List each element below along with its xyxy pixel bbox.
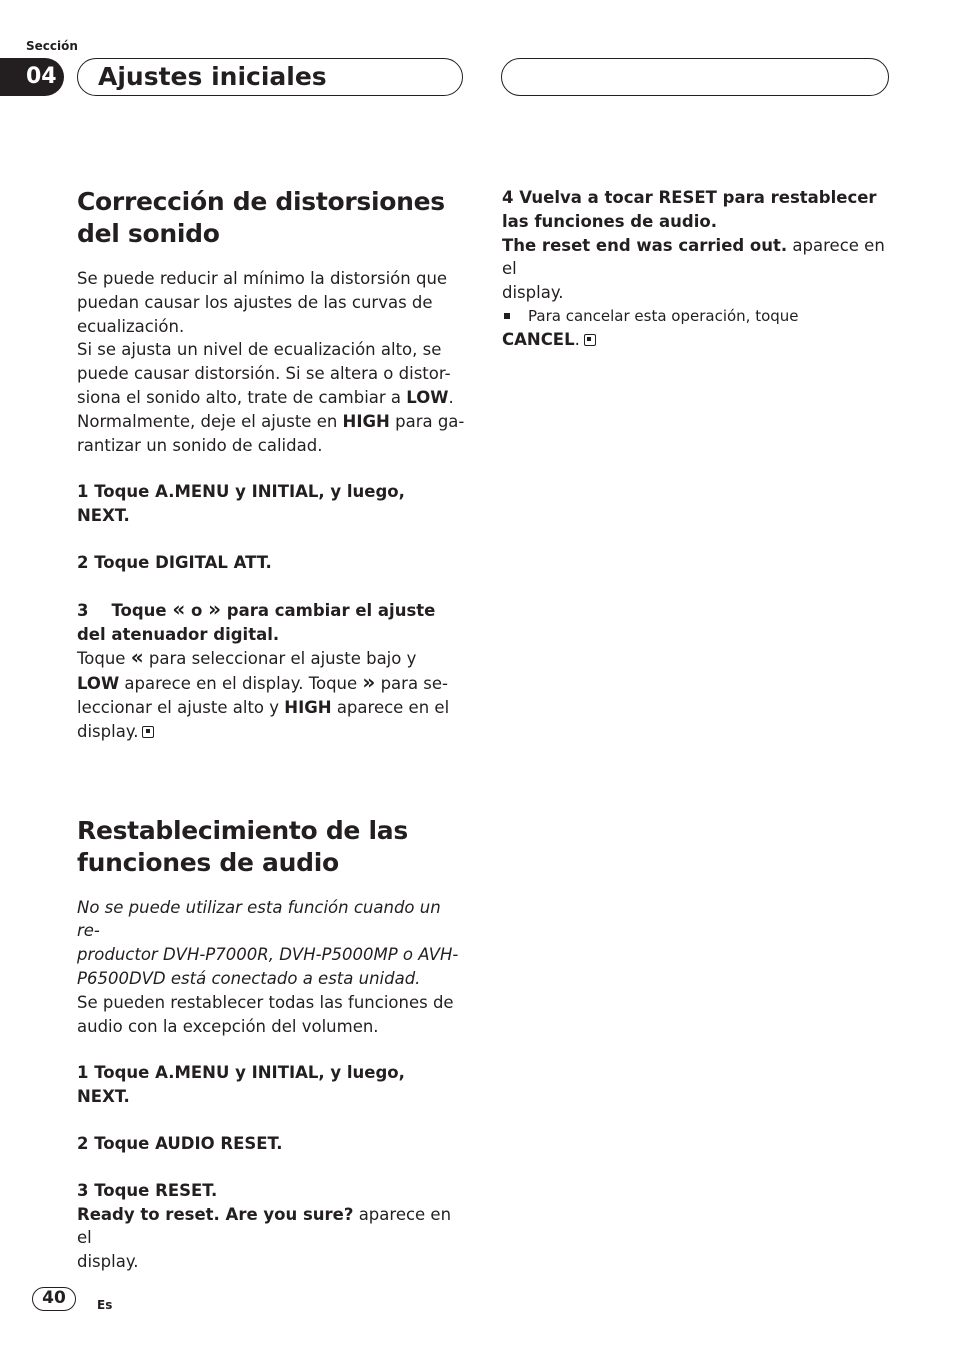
distortion-step-3: [77, 598, 465, 647]
desc-text: display.: [77, 1252, 139, 1272]
rewind-icon: «: [172, 596, 186, 621]
step-text: 4 Vuelva a tocar RESET para restablecer: [502, 188, 877, 207]
section-label: Sección: [26, 39, 78, 53]
rewind-icon: «: [130, 645, 144, 670]
desc-text: leccionar el ajuste alto y: [77, 697, 285, 717]
step-text: 1 Toque A.MENU y INITIAL, y luego,: [77, 1063, 405, 1083]
header-empty-frame: [501, 58, 889, 96]
reset-step-2: 2 Toque AUDIO RESET.: [77, 1133, 283, 1153]
end-mark-icon: [142, 726, 154, 738]
high-term: HIGH: [284, 697, 332, 717]
intro-line: Si se ajusta un nivel de ecualización alto, se: [77, 340, 442, 360]
note-line: productor DVH-P7000R, DVH-P5000MP o AVH-: [77, 945, 459, 965]
distortion-step-2: 2 Toque DIGITAL ATT.: [77, 552, 272, 572]
intro-line: para ga-: [389, 411, 465, 431]
intro-line: puede causar distorsión. Si se altera o distor-: [77, 364, 451, 384]
cancel-term: CANCEL: [502, 329, 575, 349]
intro-line: rantizar un sonido de calidad.: [77, 435, 323, 455]
step-text: las funciones de audio.: [502, 211, 717, 231]
desc-line: audio con la excepción del volumen.: [77, 1016, 379, 1036]
distortion-step-3-description: [77, 646, 465, 743]
step-text: NEXT.: [77, 1087, 130, 1107]
low-term: LOW: [406, 387, 449, 407]
left-column: [77, 186, 465, 1274]
reset-step-1: [77, 1061, 465, 1109]
reset-step-3: 3 Toque RESET.: [77, 1180, 218, 1200]
note-text: .: [574, 329, 580, 349]
reset-step-4-description: [502, 234, 890, 305]
desc-text: aparece en el display. Toque: [119, 674, 363, 694]
section-title: Ajustes iniciales: [77, 58, 463, 96]
intro-line: puedan causar los ajustes de las curvas de: [77, 292, 433, 312]
distortion-heading-line2: del sonido: [77, 219, 220, 248]
reset-heading-line2: funciones de audio: [77, 847, 339, 877]
reset-heading: [77, 815, 465, 879]
intro-line: ecualización.: [77, 316, 185, 336]
reset-heading-line1: Restablecimiento de las: [77, 815, 408, 845]
desc-text: Toque: [77, 649, 131, 669]
step-text: para cambiar el ajuste: [221, 600, 436, 620]
step-text: 3 Toque: [77, 600, 173, 620]
distortion-heading: [77, 186, 465, 250]
intro-line: siona el sonido alto, trate de cambiar a: [77, 387, 407, 407]
cancel-line: [502, 328, 890, 352]
reset-step-3-description: [77, 1203, 465, 1274]
end-mark-icon: [584, 334, 596, 346]
low-term: LOW: [77, 674, 120, 694]
section-number-badge: 04: [0, 58, 64, 96]
step-text: 1 Toque A.MENU y INITIAL, y luego,: [77, 482, 405, 502]
note-text: Para cancelar esta operación, toque: [528, 306, 799, 325]
cancel-note: [502, 305, 890, 328]
desc-text: display.: [77, 721, 139, 741]
desc-text: para se-: [375, 674, 448, 694]
note-line: No se puede utilizar esta función cuando un re-: [77, 897, 441, 941]
right-column: [502, 186, 890, 352]
high-term: HIGH: [342, 411, 390, 431]
desc-line: Se pueden restablecer todas las funciones de: [77, 992, 454, 1012]
distortion-step-1: [77, 480, 465, 528]
intro-line: .: [448, 387, 454, 407]
desc-text: display.: [502, 283, 564, 303]
desc-text: aparece en el: [502, 235, 885, 279]
language-code: Es: [97, 1298, 113, 1312]
step-text: del atenuador digital.: [77, 624, 280, 644]
intro-line: Normalmente, deje el ajuste en: [77, 411, 343, 431]
desc-text: para seleccionar el ajuste bajo y: [143, 649, 417, 669]
reset-description: [77, 991, 465, 1039]
display-message: Ready to reset. Are you sure?: [77, 1204, 354, 1224]
step-text: NEXT.: [77, 506, 130, 526]
desc-text: aparece en el: [331, 697, 450, 717]
intro-line: Se puede reducir al mínimo la distorsión que: [77, 269, 448, 288]
forward-icon: »: [208, 596, 222, 621]
bullet-icon: [504, 313, 510, 319]
display-message: The reset end was carried out.: [502, 235, 788, 255]
reset-step-4: [502, 186, 890, 234]
forward-icon: »: [362, 670, 376, 695]
note-line: P6500DVD está conectado a esta unidad.: [77, 968, 421, 988]
desc-text: aparece en el: [77, 1204, 452, 1248]
reset-compatibility-note: [77, 896, 465, 991]
page-number: 40: [32, 1287, 76, 1311]
distortion-heading-line1: Corrección de distorsiones: [77, 187, 445, 216]
distortion-intro: [77, 267, 465, 457]
step-text: o: [185, 600, 209, 620]
